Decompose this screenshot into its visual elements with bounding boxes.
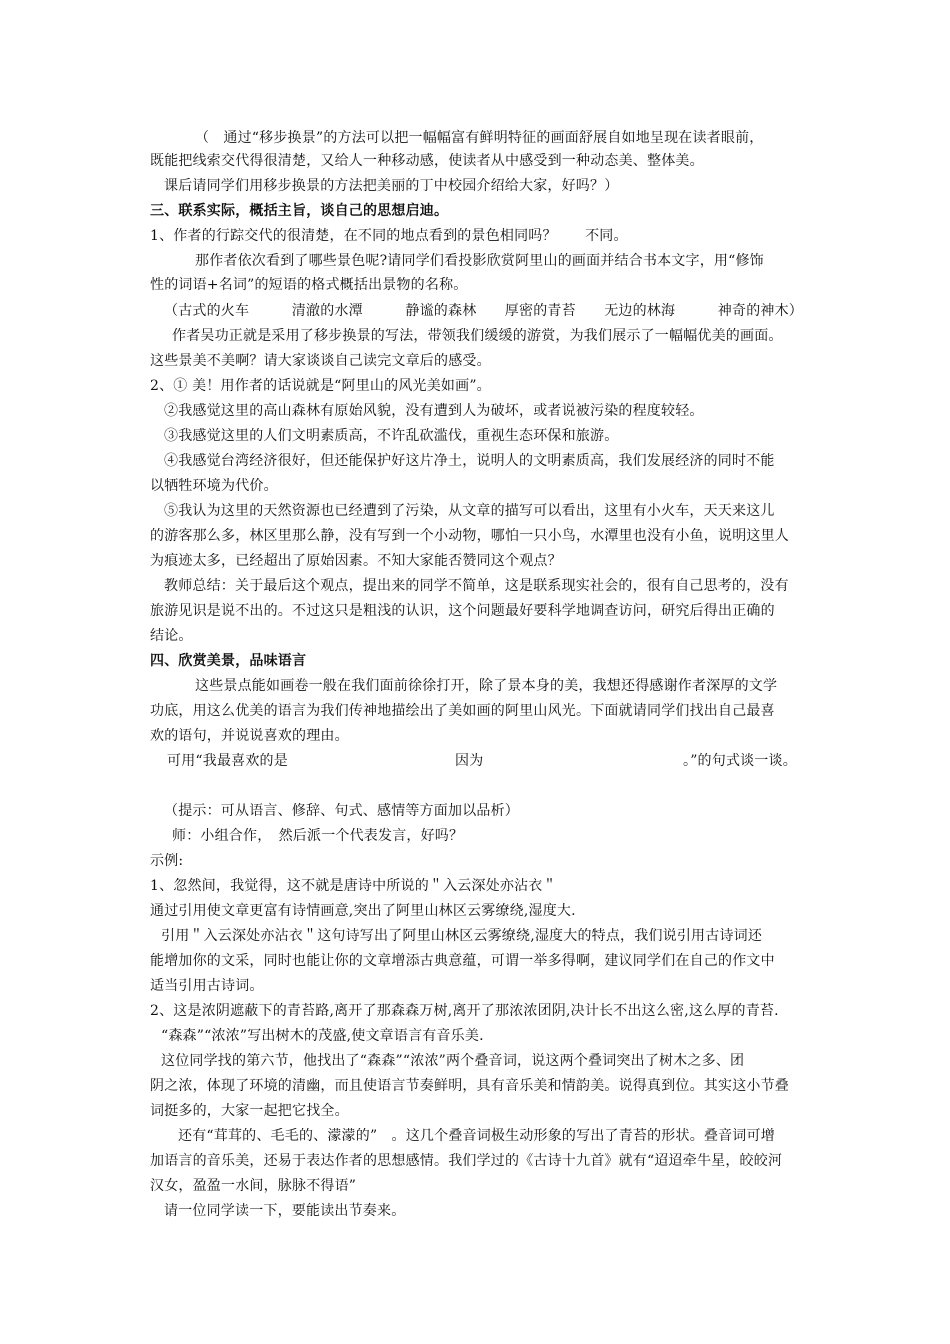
paragraph-line: 这些景点能如画卷一般在我们面前徐徐打开，除了景本身的美，我想还得感谢作者深厚的文学	[195, 678, 778, 694]
sentence-format-part-2: 因为	[455, 753, 484, 769]
answer-5-cont: 为痕迹太多，已经超出了原始因素。不知大家能否赞同这个观点？	[150, 553, 562, 569]
teacher-summary: 教师总结：关于最后这个观点，提出来的同学不简单，这是联系现实社会的，很有自己思考的，没有	[164, 578, 789, 594]
teacher-summary-cont: 旅游见识是说不出的。不过这只是粗浅的认识，这个问题最好要科学地调查访问，研究后得出正确的	[150, 603, 775, 619]
example-1: 1、忽然间，我觉得，这不就是唐诗中所说的＂入云深处亦沾衣＂	[150, 878, 557, 894]
paragraph-line: 阴之浓，体现了环境的清幽，而且使语言节奏鲜明，具有音乐美和情韵美。说得真到位。其实这小节叠	[150, 1078, 789, 1094]
example-1-note: 通过引用使文章更富有诗情画意,突出了阿里山林区云雾缭绕,湿度大.	[150, 903, 576, 919]
paragraph-line: 能增加你的文采，同时也能让你的文章增添古典意蕴，可谓一举多得啊，建议同学们在自己的作文中	[150, 953, 775, 969]
teacher-summary-cont: 结论。	[150, 628, 193, 644]
example-label: 示例:	[150, 853, 184, 869]
example-2: 2、这是浓阴遮蔽下的青苔路,离开了那森森万树,离开了那浓浓团阴,决计长不出这么密,这么厚的青苔.	[150, 1003, 779, 1019]
paragraph-line: 作者吴功正就是采用了移步换景的写法，带领我们缓缓的游赏，为我们展示了一幅幅优美的画面。	[172, 328, 783, 344]
scene-list: （古式的火车 清澈的水潭 静谧的森林 厚密的青苔 无边的林海 神奇的神木）	[164, 303, 803, 319]
paragraph-line: 那作者依次看到了哪些景色呢?请同学们看投影欣赏阿里山的画面并结合书本文字，用“修饰	[195, 253, 764, 269]
paragraph-line: 还有“茸茸的、毛毛的、濛濛的” 。这几个叠音词极生动形象的写出了青苔的形状。叠音词可增	[178, 1128, 775, 1144]
answer-5-cont: 的游客那么多，林区里那么静，没有写到一个小动物，哪怕一只小鸟，水潭里也没有小鱼，说明这里人	[150, 528, 789, 544]
sentence-format-part-3: 。”的句式谈一谈。	[683, 753, 797, 769]
answer-2: ②我感觉这里的高山森林有原始风貌，没有遭到人为破坏，或者说被污染的程度较轻。	[164, 403, 704, 419]
paragraph-line: 适当引用古诗词。	[150, 978, 264, 994]
paragraph-line: 这位同学找的第六节，他找出了“森森”“浓浓”两个叠音词，说这两个叠词突出了树木之多、团	[161, 1053, 745, 1069]
answer-4-cont: 以牺牲环境为代价。	[150, 478, 278, 494]
answer-3: ③我感觉这里的人们文明素质高，不许乱砍滥伐，重视生态环保和旅游。	[164, 428, 619, 444]
paragraph-line: 引用＂入云深处亦沾衣＂这句诗写出了阿里山林区云雾缭绕,湿度大的特点，我们说引用古诗词还	[161, 928, 763, 944]
example-2-note: “森森”“浓浓”写出树木的茂盛,使文章语言有音乐美.	[161, 1028, 484, 1044]
section-heading-3: 三、联系实际，概括主旨，谈自己的思想启迪。	[150, 203, 449, 219]
section-heading-4: 四、欣赏美景，品味语言	[150, 653, 307, 669]
paragraph-line: 性的词语+名词”的短语的格式概括出景物的名称。	[150, 277, 468, 293]
paragraph-line: 这些景美不美啊？请大家谈谈自己读完文章后的感受。	[150, 353, 491, 369]
teacher-line: 师：小组合作， 然后派一个代表发言，好吗？	[172, 828, 464, 844]
paragraph-line: 既能把线索交代得很清楚，又给人一种移动感，使读者从中感受到一种动态美、整体美。	[150, 153, 704, 169]
paragraph-line: 加语言的音乐美，还易于表达作者的思想感情。我们学过的《古诗十九首》就有“迢迢牵牛星，皎皎河	[150, 1153, 783, 1169]
paragraph-line: 欢的语句，并说说喜欢的理由。	[150, 728, 349, 744]
paragraph-line: （ 通过“移步换景”的方法可以把一幅幅富有鲜明特征的画面舒展自如地呈现在读者眼前，	[195, 130, 764, 146]
answer-1: 2、① 美！用作者的话说就是“阿里山的风光美如画”。	[150, 378, 491, 394]
paragraph-line: 汉女，盈盈一水间，脉脉不得语”	[150, 1178, 357, 1194]
answer-5: ⑤我认为这里的天然资源也已经遭到了污染，从文章的描写可以看出，这里有小火车，天天来这儿	[164, 503, 775, 519]
paragraph-line: 功底，用这么优美的语言为我们传神地描绘出了美如画的阿里山风光。下面就请同学们找出自己最喜	[150, 703, 775, 719]
closing-line: 请一位同学读一下，要能读出节奏来。	[164, 1203, 406, 1219]
paragraph-line: 课后请同学们用移步换景的方法把美丽的丁中校园介绍给大家，好吗？）	[164, 178, 619, 194]
hint: （提示：可从语言、修辞、句式、感情等方面加以品析）	[164, 803, 519, 819]
answer-4: ④我感觉台湾经济很好，但还能保护好这片净土，说明人的文明素质高，我们发展经济的同时不能	[164, 453, 775, 469]
paragraph-line: 词挺多的，大家一起把它找全。	[150, 1103, 349, 1119]
question-1: 1、作者的行踪交代的很清楚，在不同的地点看到的景色相同吗？ 不同。	[150, 228, 628, 244]
sentence-format-part-1: 可用“我最喜欢的是	[167, 753, 288, 769]
